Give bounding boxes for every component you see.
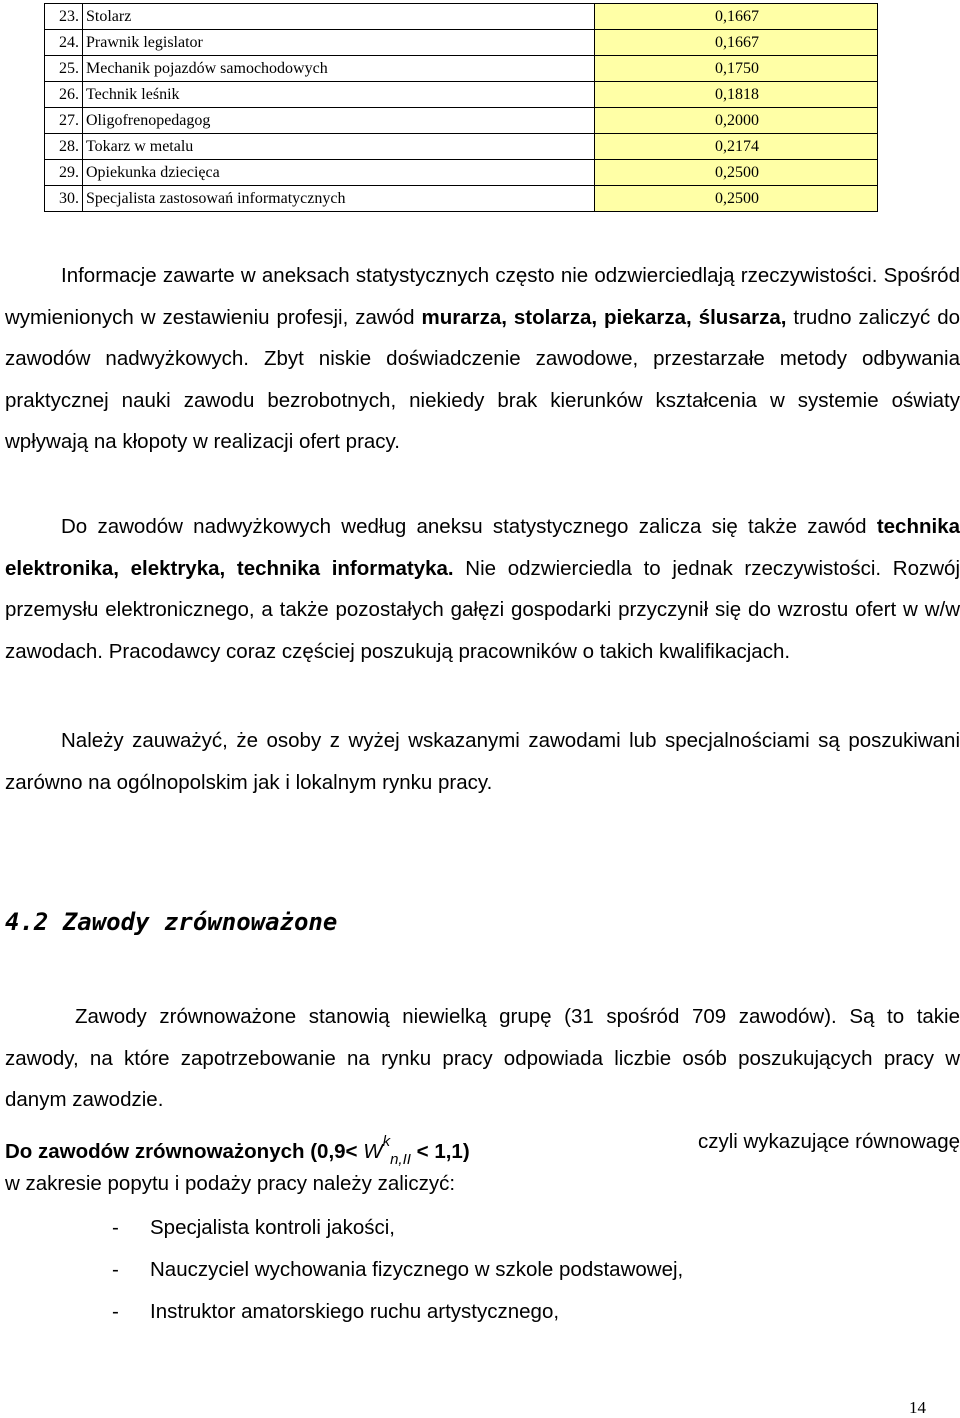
- occupation-name: Opiekunka dziecięca: [83, 160, 595, 186]
- paragraph-text: Należy zauważyć, że osoby z wyżej wskazanymi zawodami lub specjalnościami są poszukiwani zarówno na ogólnopolskim jak i lokalnym rynku pracy.: [5, 729, 960, 794]
- criteria-rest: czyli wykazujące równowagę: [697, 1130, 960, 1153]
- row-number: 30.: [45, 186, 83, 212]
- row-number: 26.: [45, 82, 83, 108]
- row-number: 29.: [45, 160, 83, 186]
- criteria-w-symbol: W: [363, 1140, 383, 1163]
- list-dash: -: [112, 1216, 119, 1239]
- row-number: 25.: [45, 56, 83, 82]
- list-dash: -: [112, 1300, 119, 1323]
- table-row: [45, 30, 878, 56]
- paragraph-demand-note: [5, 720, 960, 803]
- paragraph-electronics-professions: [5, 506, 960, 672]
- list-item-text: Specjalista kontroli jakości,: [150, 1216, 395, 1239]
- indicator-value: 0,2000: [595, 108, 878, 134]
- occupation-name: Oligofrenopedagog: [83, 108, 595, 134]
- indicator-value: 0,1818: [595, 82, 878, 108]
- section-heading: 4.2 Zawody zrównoważone: [5, 908, 338, 936]
- indicator-value: 0,1667: [595, 30, 878, 56]
- occupation-name: Mechanik pojazdów samochodowych: [83, 56, 595, 82]
- paragraph-balanced-professions: [5, 996, 960, 1121]
- criteria-bold-start: Do zawodów zrównoważonych (0,9<: [5, 1140, 358, 1163]
- occupation-name: Tokarz w metalu: [83, 134, 595, 160]
- table-row: [45, 56, 878, 82]
- indicator-value: 0,1750: [595, 56, 878, 82]
- table-row: [45, 134, 878, 160]
- list-dash: -: [112, 1258, 119, 1281]
- table-row: [45, 82, 878, 108]
- criteria-subscript: n,II: [390, 1151, 411, 1168]
- indicator-value: 0,1667: [595, 4, 878, 30]
- criteria-superscript: k: [382, 1133, 391, 1150]
- occupation-table: [44, 3, 878, 212]
- paragraph-surplus-professions: [5, 255, 960, 463]
- indicator-value: 0,2500: [595, 186, 878, 212]
- table-row: [45, 108, 878, 134]
- occupation-name: Specjalista zastosowań informatycznych: [83, 186, 595, 212]
- occupation-table-body: [45, 4, 878, 212]
- table-row: [45, 4, 878, 30]
- indicator-value: 0,2174: [595, 134, 878, 160]
- paragraph-text: Zawody zrównoważone stanowią niewielką grupę (31 spośród 709 zawodów). Są to takie zawody, na które zapotrzebowanie na rynku pracy odpowiada liczbie osób poszukujących pracy w danym zawodzie.: [5, 1005, 960, 1111]
- row-number: 24.: [45, 30, 83, 56]
- indicator-value: 0,2500: [595, 160, 878, 186]
- row-number: 28.: [45, 134, 83, 160]
- criteria-bold-end: < 1,1): [416, 1140, 470, 1163]
- table-row: [45, 160, 878, 186]
- occupation-name: Stolarz: [83, 4, 595, 30]
- list-item-text: Nauczyciel wychowania fizycznego w szkole podstawowej,: [150, 1258, 684, 1281]
- page-number: 14: [909, 1398, 926, 1417]
- paragraph-text: trudno zaliczyć do zawodów nadwyżkowych. Zbyt niskie doświadczenie zawodowe, przestarzałe metody odbywania praktycznej nauki zawodu bezrobotnych, niekiedy brak kierunków kształcenia w systemie oświaty wpływają na kłopoty w realizacji ofert pracy.: [5, 305, 960, 453]
- paragraph-bold-text: murarza, stolarza, piekarza, ślusarza,: [421, 305, 787, 329]
- occupation-name: Prawnik legislator: [83, 30, 595, 56]
- row-number: 23.: [45, 4, 83, 30]
- occupation-name: Technik leśnik: [83, 82, 595, 108]
- table-row: [45, 186, 878, 212]
- list-item-text: Instruktor amatorskiego ruchu artystycznego,: [150, 1300, 560, 1323]
- paragraph-text: Do zawodów nadwyżkowych według aneksu statystycznego zalicza się także zawód: [61, 515, 877, 538]
- paragraph-text: Nie odzwierciedla to jednak rzeczywistości. Rozwój przemysłu elektronicznego, a także pozostałych gałęzi gospodarki przyczynił się do wzrostu ofert w w/w zawodach. Pracodawcy coraz częściej poszukują pracowników o takich kwalifikacjach.: [5, 556, 960, 663]
- paragraph-bold-text: technika elektronika, elektryka, technika informatyka.: [5, 515, 960, 580]
- paragraph-text: Informacje zawarte w aneksach statystycznych często nie odzwierciedlają rzeczywistości. Spośród wymienionych w zestawieniu profesji, zawód: [5, 264, 960, 329]
- criteria-line-2: w zakresie popytu i podaży pracy należy zaliczyć:: [5, 1172, 456, 1195]
- row-number: 27.: [45, 108, 83, 134]
